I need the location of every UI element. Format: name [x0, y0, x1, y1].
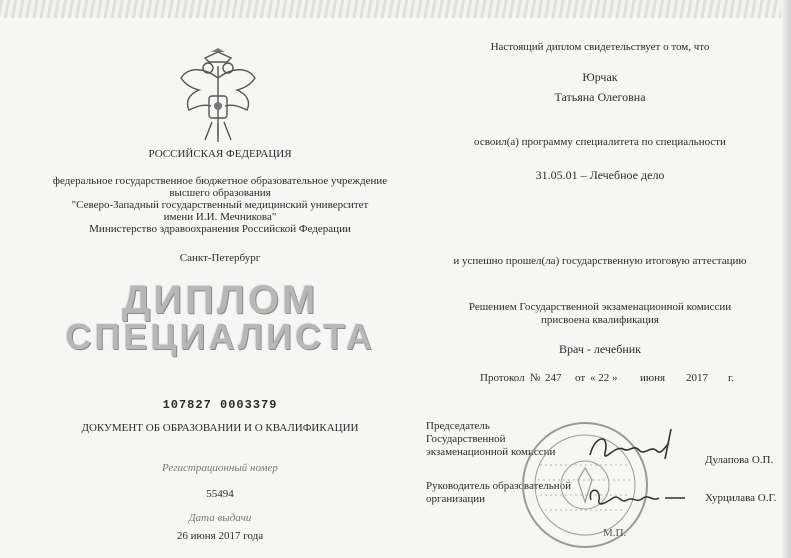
chairman-label-1: Председатель [426, 420, 490, 432]
head-signature-icon [585, 480, 695, 515]
given-name: Татьяна Олеговна [554, 90, 646, 104]
stamp-place-mp: М.П. [603, 527, 627, 539]
title-specialist: СПЕЦИАЛИСТА [65, 316, 375, 357]
country-name: РОССИЙСКАЯ ФЕДЕРАЦИЯ [148, 148, 292, 160]
chairman-signature-icon [585, 425, 680, 470]
document-type: ДОКУМЕНТ ОБ ОБРАЗОВАНИИ И О КВАЛИФИКАЦИИ [81, 422, 359, 434]
certifies-text: Настоящий диплом свидетельствует о том, что [490, 41, 710, 53]
title-diploma: ДИПЛОМ [121, 278, 319, 322]
ministry: Министерство здравоохранения Российской Федерации [89, 223, 351, 235]
head-label-1: Руководитель образовательной [426, 480, 572, 492]
org-line-4: имени И.И. Мечникова" [163, 211, 277, 223]
org-line-2: высшего образования [169, 187, 271, 199]
issue-date-label: Дата выдачи [188, 512, 252, 524]
surname: Юрчак [582, 70, 618, 84]
issue-date: 26 июня 2017 года [176, 530, 264, 542]
diploma-number: 107827 0003379 [162, 398, 278, 412]
protocol-year: 2017 [686, 372, 708, 384]
head-label-2: организации [426, 493, 486, 505]
mastered-program-text: освоил(а) программу специалитета по специальности [474, 136, 726, 148]
head-name: Хурцилава О.Г. [705, 492, 777, 504]
chairman-label-3: экзаменационной комиссии [426, 446, 556, 458]
commission-decision: Решением Государственной экзаменационной комиссии [468, 301, 732, 313]
chairman-label-2: Государственной [426, 433, 506, 445]
top-edge [0, 0, 791, 18]
protocol-label: Протокол [480, 372, 525, 384]
right-edge [781, 0, 791, 558]
org-line-1: федеральное государственное бюджетное образовательное учреждение [52, 175, 388, 187]
protocol-year-suffix: г. [728, 372, 735, 384]
protocol-number: 247 [545, 372, 562, 384]
org-line-3: "Северо-Западный государственный медицинский университет [71, 199, 369, 211]
registration-label: Регистрационный номер [162, 462, 278, 474]
specialty: 31.05.01 – Лечебное дело [535, 168, 665, 182]
protocol-month: июня [640, 372, 666, 384]
city: Санкт-Петербург [179, 252, 261, 264]
double-headed-eagle-emblem-icon [175, 48, 261, 148]
protocol-number-sign: № [530, 372, 541, 384]
protocol-day: « 22 » [590, 372, 618, 384]
protocol-from: от [575, 372, 586, 384]
qualification: Врач - лечебник [558, 342, 642, 356]
passed-attestation-text: и успешно прошел(ла) государственную итоговую аттестацию [453, 255, 747, 267]
registration-number: 55494 [206, 488, 234, 500]
chairman-name: Дулапова О.П. [705, 454, 774, 466]
qualification-awarded: присвоена квалификация [541, 314, 659, 326]
